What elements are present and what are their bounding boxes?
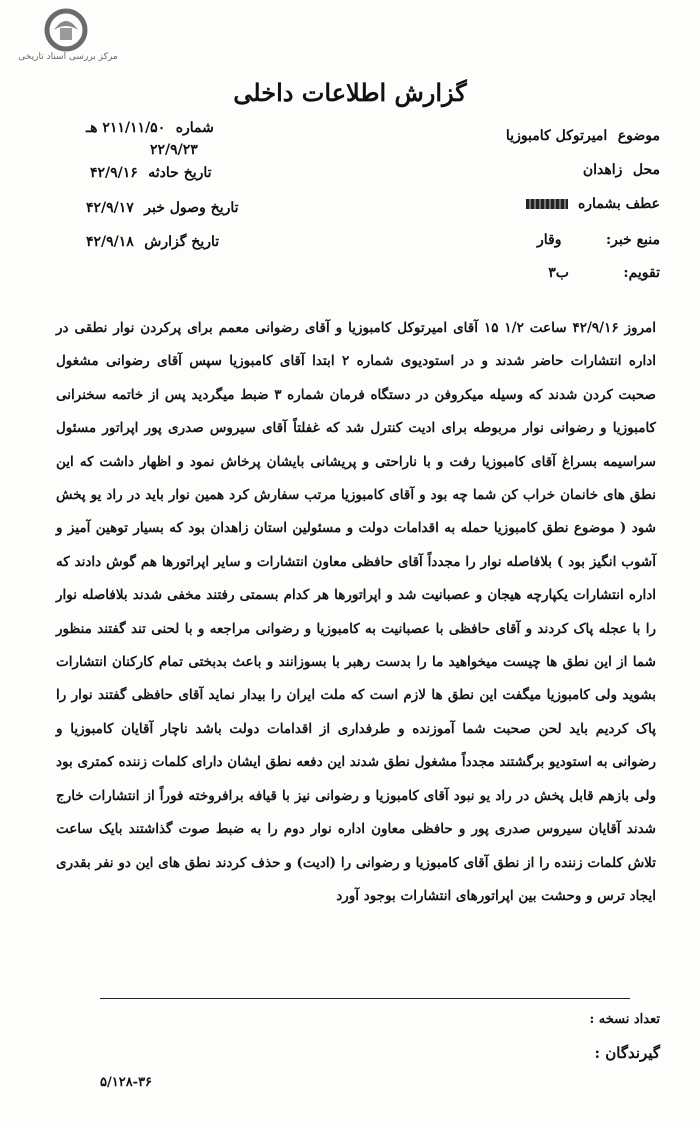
footer-divider bbox=[100, 998, 630, 999]
incident-date-value: ۴۲/۹/۱۶ bbox=[90, 165, 138, 181]
report-date-value: ۴۲/۹/۱۸ bbox=[86, 234, 134, 250]
received-date-field: تاریخ وصول خبر ۴۲/۹/۱۷ bbox=[86, 200, 239, 216]
source-field: منبع خبر: وقار bbox=[537, 232, 660, 248]
report-date-field: تاریخ گزارش ۴۲/۹/۱۸ bbox=[86, 234, 220, 250]
report-body: امروز ۴۲/۹/۱۶ ساعت ۱/۲ ۱۵ آقای امیرتوکل کامبوزیا و آقای رضوانی معمم برای پرکردن نوار نطقی در اداره انتشارات حاضر شدند و در استودیوی شماره ۲ ابتدا آقای کامبوزیا سپس آقای رضوانی مشغول صحبت کردن شدند که وسیله میکروفن در دستگاه فرمان شماره ۳ ضبط میگردید پس از خاتمه سخنرانی کامبوزیا و رضوانی نوار مربوطه برای ادیت کنترل شد که غفلتاً آقای سیروس صدری پور اپراتور مسئول سراسیمه بسراغ آقای کامبوزیا رفت و با ناراحتی و پریشانی بایشان پرخاش نمود و اظهار داشت که این نطق های خانمان خراب کن شما چه بود و آقای کامبوزیا مرتب سفارش کرد همین نوار باید در راد یو پخش شود ( موضوع نطق کامبوزیا حمله به اقدامات دولت و مسئولین استان زاهدان بود که بسیار توهین آمیز و آشوب انگیز بود ) بلافاصله نوار را مجدداً آقای حافظی معاون انتشارات و سایر اپراتورها هم گوش دادند که اداره انتشارات یکپارچه هیجان و عصبانیت شد و اپراتورها هر کدام بسمتی رفتند مخفی شدند بلافاصله نوار را با عجله پاک کردند و آقای حافظی با عصبانیت به کامبوزیا و رضوانی مراجعه و با لحنی تند گفتند منظور شما از این نطق ها چیست میخواهید ما را بدست رهبر با بسوزانند و باعث بدبختی تمام کارکنان انتشارات بشوید ولی کامبوزیا میگفت این نطق ها لازم است که ملت ایران را بیدار نماید آقای حافظی گفتند نوار را پاک کردیم باید لحن صحبت شما آموزنده و طرفداری از اقدامات دولت باشد ناچار آقایان کامبوزیا و رضوانی به استودیو برگشتند مجدداً مشغول نطق شدند این دفعه نطق ایشان دارای کلمات زننده کمتری بود ولی بازهم قابل پخش در راد یو نبود آقای کامبوزیا و رضوانی نیز با قیافه برافروخته فوراً از انتشارات خارج شدند آقایان سیروس صدری پور و حافظی معاون اداره نوار دوم را به ضبط صوت گذاشتند بایک ساعت تلاش کلمات زننده را از نطق آقای کامبوزیا و رضوانی را (ادیت) و حذف کردند نطق های این دو نفر بقدری ایجاد ترس و وحشت بین اپراتورهای انتشارات بوجود آورد bbox=[56, 320, 657, 904]
document-code: ۵/۱۲۸-۳۶ bbox=[100, 1075, 153, 1090]
subject-field: موضوع امیرتوکل کامبوزیا bbox=[505, 128, 660, 144]
evaluation-field: تقویم: ب۳ bbox=[548, 265, 660, 281]
location-value: زاهدان bbox=[582, 162, 623, 178]
copies-label: تعداد نسخه : bbox=[589, 1012, 660, 1027]
location-field: محل زاهدان bbox=[582, 162, 660, 178]
number-value: ۲۱۱/۱۱/۵۰ هـ bbox=[86, 120, 166, 136]
number-field-2 bbox=[150, 142, 204, 158]
subject-value: امیرتوکل کامبوزیا bbox=[505, 128, 608, 144]
recipients-label: گیرندگان : bbox=[594, 1044, 660, 1062]
number-field: شماره ۲۱۱/۱۱/۵۰ هـ bbox=[86, 120, 214, 136]
archive-logo-icon bbox=[40, 8, 92, 52]
report-title: گزارش اطلاعات داخلی bbox=[233, 78, 467, 107]
evaluation-value: ب۳ bbox=[548, 265, 569, 281]
redacted-reference-mark bbox=[526, 199, 568, 209]
reference-field: عطف بشماره bbox=[526, 196, 661, 212]
watermark-org-name: مرکز بررسی اسناد تاریخی bbox=[18, 52, 118, 62]
incident-date-field: تاریخ حادثه ۴۲/۹/۱۶ bbox=[90, 165, 212, 181]
number-value-2: ۲۲/۹/۲۳ bbox=[150, 142, 198, 158]
source-value: وقار bbox=[537, 232, 562, 248]
received-date-value: ۴۲/۹/۱۷ bbox=[86, 200, 134, 216]
